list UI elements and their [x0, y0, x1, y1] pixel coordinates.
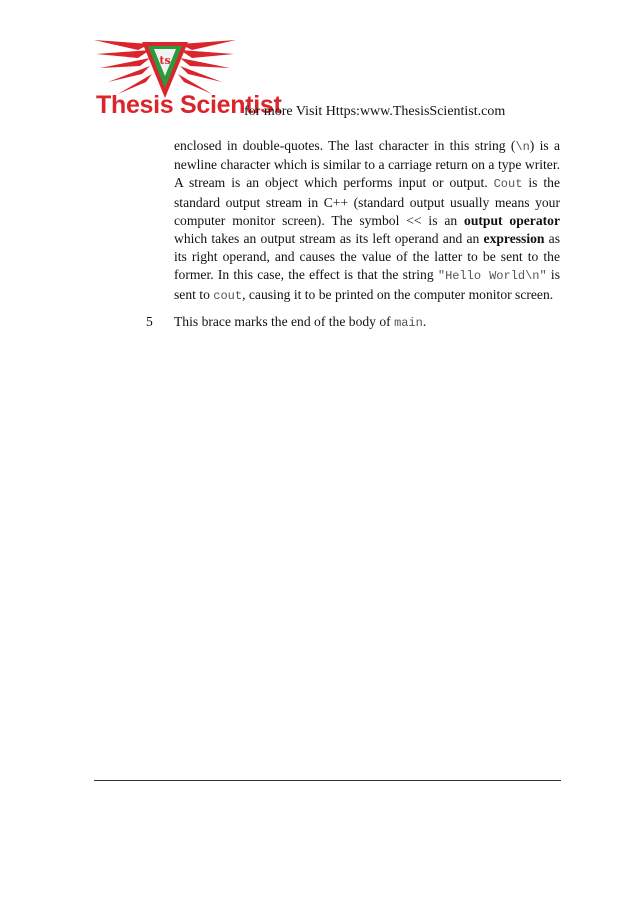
paragraph-text: as its right operand, and causes the value of the latter to be sent to the former. In this case, the effect is that the string — [174, 231, 560, 283]
header-visit-link[interactable]: for more Visit Https:www.ThesisScientist.com — [244, 104, 506, 119]
paragraph-text: is the standard output stream in C++ (standard output usually means your computer monitor screen). The symbol << is an — [174, 175, 560, 228]
code-cout-capital: Cout — [493, 177, 523, 192]
bold-term-output-operator: output operator — [464, 212, 560, 228]
paragraph-text: , causing it to be printed on the computer monitor screen. — [242, 286, 554, 302]
logo-wordmark: Thesis Scientist — [96, 91, 282, 119]
list-item-period: . — [422, 314, 427, 329]
paragraph-text: enclosed in double-quotes. The last character in this string ( — [174, 138, 516, 153]
list-item-number: 5 — [146, 314, 153, 329]
bold-term-expression: expression — [483, 231, 545, 247]
body-paragraph — [174, 137, 560, 305]
code-newline: \n — [515, 140, 530, 154]
logo-monogram: ts — [159, 54, 171, 67]
code-hello-world-string: "Hello World\n" — [437, 269, 547, 284]
list-item-label: This brace marks the end of the body of — [174, 314, 395, 329]
list-item-text — [174, 313, 426, 332]
paragraph-text: is sent to — [174, 267, 561, 302]
footer-divider — [94, 780, 561, 781]
code-cout: cout — [213, 288, 243, 303]
paragraph-text: ) is a newline character which is similar to a carriage return on a type writer. A stream is an object which performs input or output. — [174, 138, 560, 191]
paragraph-text: which takes an output stream as its left operand and an — [174, 231, 484, 247]
code-main: main — [394, 316, 423, 330]
